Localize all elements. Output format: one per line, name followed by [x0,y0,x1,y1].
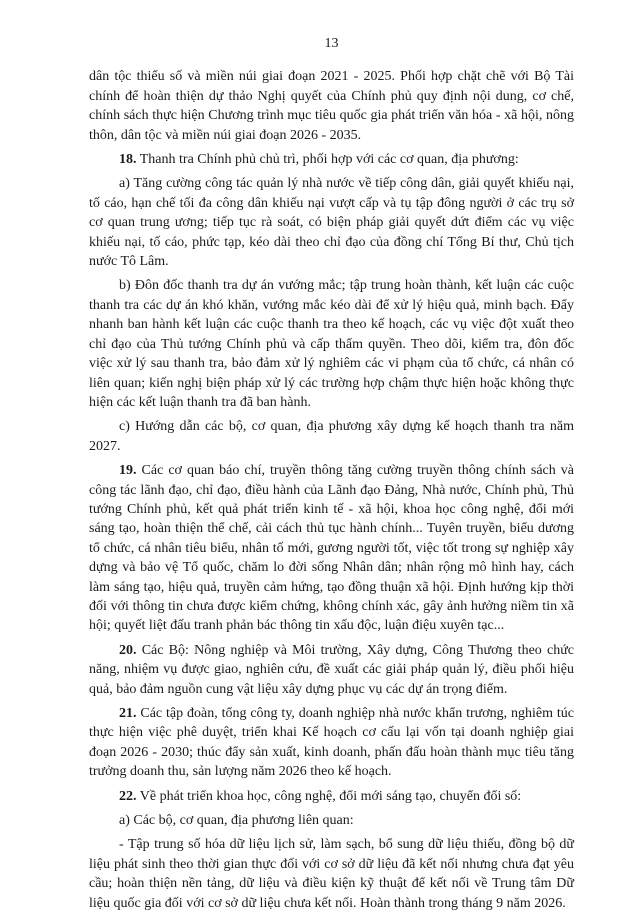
paragraph-text: c) Hướng dẫn các bộ, cơ quan, địa phương xây dựng kế hoạch thanh tra năm 2027. [89,419,574,454]
item-20 [89,641,574,699]
paragraph-text: dân tộc thiểu số và miền núi giai đoạn 2021 - 2025. Phối hợp chặt chẽ với Bộ Tài chính để hoàn thiện dự thảo Nghị quyết của Chính phủ quy định nội dung, cơ chế, chính sách thực hiện Chương trình mục tiêu quốc gia phát triển văn hóa - xã hội, nông thôn, dân tộc và miền núi giai đoạn 2026 - 2035. [89,69,574,143]
item-22-a-bullet [89,835,574,913]
paragraph-continuation [89,67,574,145]
item-18-b [89,276,574,412]
item-number: 18. [119,152,137,168]
paragraph-text: Về phát triển khoa học, công nghệ, đổi mới sáng tạo, chuyển đổi số: [139,788,522,804]
paragraph-text: Các tập đoàn, tổng công ty, doanh nghiệp nhà nước khẩn trương, nghiêm túc thực hiện việc phê duyệt, triển khai Kế hoạch cơ cấu lại vốn tại doanh nghiệp giai đoạn 2026 - 2030; thúc đẩy sản xuất, kinh doanh, phấn đấu hoàn thành mục tiêu tăng trưởng doanh thu, sản lượng năm 2026 theo kế hoạch. [89,706,574,780]
item-number: 22. [119,788,137,804]
paragraph-text: a) Các bộ, cơ quan, địa phương liên quan: [119,813,354,829]
item-number: 21. [119,706,137,721]
paragraph-text: Thanh tra Chính phủ chủ trì, phối hợp với các cơ quan, địa phương: [139,152,519,168]
item-number: 19. [119,463,137,479]
item-19 [89,461,574,636]
paragraph-text: - Tập trung số hóa dữ liệu lịch sử, làm sạch, bổ sung dữ liệu thiếu, đồng bộ dữ liệu phát sinh theo thời gian thực đối với cơ sở dữ liệu đã kết nối nhưng chưa đạt yêu cầu; hoàn thiện nền tảng, dữ liệu và điều kiện kỹ thuật để kết nối về Trung tâm Dữ liệu quốc gia đối với cơ sở dữ liệu chưa kết nối. Hoàn thành trong tháng 9 năm 2026. [89,837,574,911]
item-18-a [89,174,574,271]
item-18-c [89,417,574,456]
paragraph-text: Các cơ quan báo chí, truyền thông tăng cường truyền thông chính sách và công tác lãnh đạo, chỉ đạo, điều hành của Lãnh đạo Đảng, Nhà nước, Chính phủ, Thủ tướng Chính phủ, kết quả phát triển kinh tế - xã hội, khoa học công nghệ, đổi mới sáng tạo, hoàn thiện thể chế, cải cách thủ tục hành chính... Tuyên truyền, biểu dương tổ chức, cá nhân tiêu biểu, nhân tố mới, gương người tốt, việc tốt trong sự nghiệp xây dựng và bảo vệ Tổ quốc, chăm lo đời sống Nhân dân; nhân rộng mô hình hay, cách làm sáng tạo, hiệu quả, truyền cảm hứng, tạo đồng thuận xã hội. Định hướng kịp thời đối với thông tin chưa được kiểm chứng, không chính xác, gây ảnh hưởng niềm tin xã hội; quyết liệt đấu tranh phản bác thông tin xấu độc, luận điệu xuyên tạc... [89,463,575,634]
item-22-a [89,811,574,830]
paragraph-text: b) Đôn đốc thanh tra dự án vướng mắc; tập trung hoàn thành, kết luận các cuộc thanh tra các dự án khó khăn, vướng mắc kéo dài để xử lý hiệu quả, minh bạch. Đẩy nhanh ban hành kết luận các cuộc thanh tra theo kế hoạch, các vụ việc đột xuất theo chỉ đạo của Thủ tướng Chính phủ và cấp thẩm quyền. Theo dõi, kiểm tra, đôn đốc việc xử lý sau thanh tra, bảo đảm xử lý nghiêm các vi phạm của tổ chức, cá nhân có liên quan; kiến nghị biện pháp xử lý các trường hợp chậm thực hiện hoặc không thực hiện các kết luận thanh tra đã ban hành. [89,278,574,410]
paragraph-text: a) Tăng cường công tác quản lý nhà nước về tiếp công dân, giải quyết khiếu nại, tố cáo, hạn chế tối đa công dân khiếu nại vượt cấp và tụ tập đông người ở các trụ sở cơ quan trung ương; tiếp tục rà soát, có biện pháp giải quyết dứt điểm các vụ việc khiếu nại, tố cáo, phức tạp, kéo dài theo chỉ đạo của đồng chí Tổng Bí thư, Chủ tịch nước Tô Lâm. [89,176,574,270]
item-number: 20. [119,642,137,658]
item-21 [89,704,574,782]
page-number: 13 [324,36,339,51]
item-22-heading [89,787,574,806]
item-18-heading [89,150,574,169]
paragraph-text: Các Bộ: Nông nghiệp và Môi trường, Xây dựng, Công Thương theo chức năng, nhiệm vụ được giao, nghiên cứu, đề xuất các giải pháp quản lý, điều phối hiệu quả, bảo đảm nguồn cung vật liệu xây dựng phục vụ các dự án trọng điểm. [89,642,575,697]
